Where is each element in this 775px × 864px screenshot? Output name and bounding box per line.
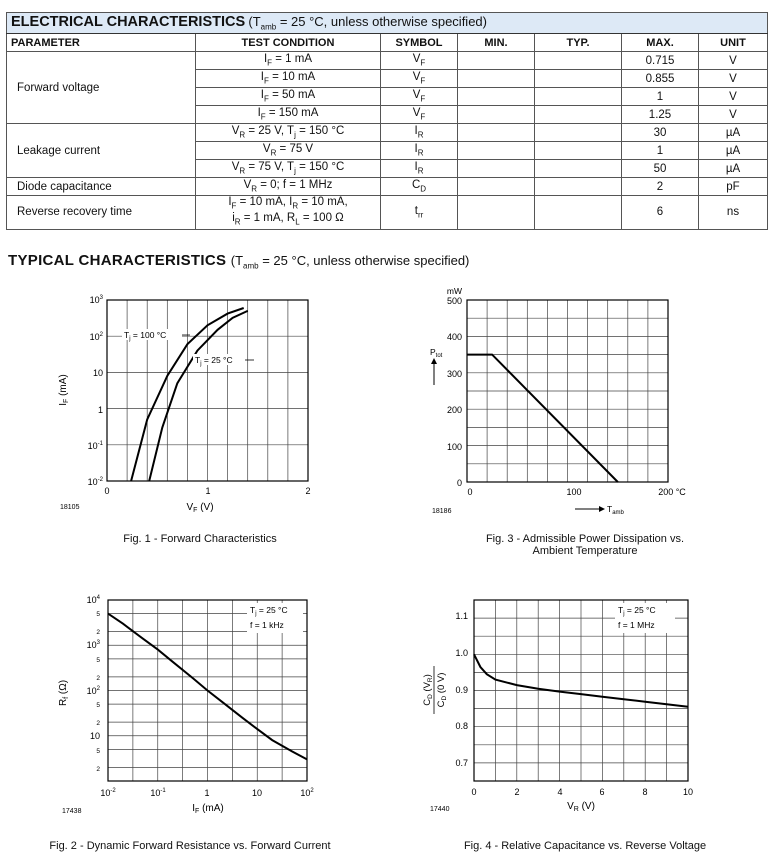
cond-cell: $V_R = 0$; f = 1 MHz [196,178,381,196]
fig2-minor-tick: 2 [96,766,100,773]
fig4-figure-code: 17440 [430,806,450,813]
min-cell [458,88,535,106]
fig4-xticks [471,787,693,797]
max-cell: 0.855 [622,70,699,88]
fig4-ytick: 1.0 [455,648,468,658]
fig2-caption: Fig. 2 - Dynamic Forward Resistance vs. Forward Current [49,840,331,852]
fig1-ytick: $10^3$ [89,295,103,305]
max-cell: 1.25 [622,106,699,124]
unit-cell: µA [699,124,768,142]
fig1-ylabel: $I_F$ (mA) [58,374,70,406]
param-leakage-current: Leakage current [7,124,196,178]
fig2-ylabel: $R_f$ (Ω) [58,679,70,707]
fig4-ytick: 0.9 [455,685,468,695]
fig4-xtick: 8 [642,787,648,797]
unit-cell: V [699,70,768,88]
fig4-ylabel-denominator: $C_D$ (0 V) [436,672,448,708]
param-reverse-recovery-time: Reverse recovery time [7,196,196,230]
unit-cell: V [699,52,768,70]
fig3-ytick: 0 [456,478,462,488]
col-unit: UNIT [699,34,768,52]
table-header-row [7,34,768,52]
min-cell [458,196,535,230]
max-cell: 1 [622,88,699,106]
cond-cell: $V_R = 75$ V, $T_j = 150$ °C [196,160,381,178]
table-row [7,52,768,70]
fig2-ytick: $10^3$ [86,640,100,650]
col-parameter: PARAMETER [7,34,196,52]
col-typ: TYP. [535,34,622,52]
max-cell: 2 [622,178,699,196]
fig1-ytick: $10^{-2}$ [87,477,103,487]
fig3-caption: Fig. 3 - Admissible Power Dissipation vs. Ambient Temperature [485,533,685,557]
fig3-xtick: 100 [566,487,582,497]
symbol-cell: $V_F$ [381,70,458,88]
fig4-xtick: 10 [682,787,694,797]
fig2-figure-code: 17438 [62,808,82,815]
fig3-ytick: 400 [446,332,462,342]
fig4-xtick: 6 [599,787,605,797]
fig4-ytick: 1.1 [455,611,468,621]
fig1-ytick: 1 [97,405,103,415]
fig2-note-tj: $T_j = 25$ °C [250,605,288,617]
typ-cell [535,70,622,88]
fig2-minor-tick: 5 [96,702,100,709]
fig2-xtick: $10^{-1}$ [150,788,166,798]
table-title: ELECTRICAL CHARACTERISTICS ($T_{amb} = 25$ °C, unless otherwise specified) [7,13,768,34]
fig3-ytick: 200 [446,405,462,415]
electrical-characteristics-table [6,12,768,230]
fig2-xticks [100,788,314,798]
typ-cell [535,196,622,230]
typ-cell [535,178,622,196]
fig3-grid [467,300,668,482]
fig4-note-freq: f = 1 MHz [618,620,655,630]
min-cell [458,142,535,160]
symbol-cell: $C_D$ [381,178,458,196]
fig1-xtick: 2 [305,486,311,496]
fig4-xtick: 4 [557,787,563,797]
fig2-ytick: $10^2$ [86,686,100,696]
min-cell [458,106,535,124]
col-symbol: SYMBOL [381,34,458,52]
fig2-minor-tick: 5 [96,657,100,664]
fig2-xtick: 10 [251,788,263,798]
typical-characteristics-title: TYPICAL CHARACTERISTICS ($T_{amb} = 25$ °C, unless otherwise specified) [8,252,470,271]
fig3-ylabel: $P_{tot}$ [430,347,443,359]
table-row [7,196,768,230]
cond-cell: $V_R = 25$ V, $T_j = 150$ °C [196,124,381,142]
fig3-xlabel: $T_{amb}$ [607,504,624,516]
col-test-condition: TEST CONDITION [196,34,381,52]
fig1-forward-characteristics-chart [40,285,360,525]
unit-cell: pF [699,178,768,196]
min-cell [458,124,535,142]
fig4-caption: Fig. 4 - Relative Capacitance vs. Reverse Voltage [463,840,707,852]
fig3-power-dissipation-chart [410,285,710,525]
typ-cell [535,160,622,178]
fig2-minor-ticks [96,611,100,773]
fig3-ytick: 300 [446,369,462,379]
fig3-xticks [467,487,686,497]
fig4-ytick: 0.8 [455,721,468,731]
fig3-x-arrowhead [599,506,605,512]
fig4-xtick: 0 [471,787,477,797]
col-max: MAX. [622,34,699,52]
cond-cell: $I_F = 150$ mA [196,106,381,124]
table-title-main: ELECTRICAL CHARACTERISTICS [11,14,246,31]
fig1-yticks [88,295,104,487]
symbol-cell: $I_R$ [381,142,458,160]
fig2-dynamic-resistance-chart [40,585,360,825]
fig3-xtick: 200 °C [658,487,686,497]
fig4-ylabel [422,666,448,714]
fig3-series-ptot [467,355,618,482]
fig4-ylabel-numerator: $C_D$ $(V_R)$ [422,674,434,706]
cond-cell: $I_F = 10$ mA [196,70,381,88]
unit-cell: µA [699,160,768,178]
fig4-xtick: 2 [514,787,520,797]
fig2-note-freq: f = 1 kHz [250,620,284,630]
symbol-cell: $V_F$ [381,52,458,70]
fig2-ytick: $10^4$ [86,595,100,605]
cond-cell: $V_R = 75$ V [196,142,381,160]
table-row [7,178,768,196]
typ-cell [535,124,622,142]
max-cell: 30 [622,124,699,142]
fig1-figure-code: 18105 [60,504,80,511]
symbol-cell: $V_F$ [381,106,458,124]
unit-cell: V [699,88,768,106]
fig1-ytick: 10 [92,368,103,378]
fig3-ytick: 100 [446,442,462,452]
symbol-cell: $t_{rr}$ [381,196,458,230]
typ-cell [535,88,622,106]
fig3-figure-code: 18186 [432,508,452,515]
fig3-ytick: 500 [446,296,462,306]
fig1-xtick: 1 [205,486,211,496]
fig1-xtick: 0 [104,486,110,496]
fig1-ytick: $10^{-1}$ [87,441,103,451]
max-cell: 50 [622,160,699,178]
fig1-caption: Fig. 1 - Forward Characteristics [123,533,277,545]
fig1-grid [107,300,308,481]
cond-cell: $I_F = 10$ mA, $I_R = 10$ mA, $i_R = 1$ mA, $R_L = 100$ Ω [196,196,381,230]
fig2-xtick: $10^{-2}$ [100,788,116,798]
fig2-minor-tick: 5 [96,748,100,755]
unit-cell: µA [699,142,768,160]
fig4-ytick: 0.7 [455,758,468,768]
symbol-cell: $I_R$ [381,124,458,142]
fig2-xtick: 1 [204,788,210,798]
fig2-minor-tick: 2 [96,629,100,636]
fig4-note-tj: $T_j = 25$ °C [618,605,656,617]
unit-cell: V [699,106,768,124]
symbol-cell: $V_F$ [381,88,458,106]
fig4-xlabel: $V_R$ (V) [567,801,595,813]
cond-cell: $I_F = 1$ mA [196,52,381,70]
typ-cell [535,106,622,124]
fig1-label-tj100: $T_j = 100$ °C [124,330,167,342]
min-cell [458,160,535,178]
fig1-ytick: $10^2$ [89,332,103,342]
max-cell: 6 [622,196,699,230]
min-cell [458,70,535,88]
fig3-yunit: mW [446,286,462,296]
fig2-minor-tick: 2 [96,675,100,682]
fig4-relative-capacitance-chart [410,585,710,825]
fig4-yticks [455,611,468,768]
fig2-xtick: $10^2$ [300,788,314,798]
param-forward-voltage: Forward voltage [7,52,196,124]
min-cell [458,178,535,196]
param-diode-capacitance: Diode capacitance [7,178,196,196]
fig1-xticks [104,486,310,496]
fig3-xtick: 0 [467,487,473,497]
fig2-ytick: 10 [89,731,100,741]
fig2-minor-tick: 2 [96,720,100,727]
min-cell [458,52,535,70]
table-title-sub: (T [248,14,261,30]
typ-cell [535,142,622,160]
fig2-minor-tick: 5 [96,611,100,618]
fig1-label-tj25: $T_j = 25$ °C [195,355,233,367]
cond-cell: $I_F = 50$ mA [196,88,381,106]
max-cell: 1 [622,142,699,160]
fig1-xlabel: $V_F$ (V) [186,502,214,514]
table-row [7,124,768,142]
table-title-row [7,13,768,34]
max-cell: 0.715 [622,52,699,70]
symbol-cell: $I_R$ [381,160,458,178]
unit-cell: ns [699,196,768,230]
col-min: MIN. [458,34,535,52]
fig2-xlabel: $I_F$ (mA) [192,803,224,815]
typ-cell [535,52,622,70]
fig3-yticks [447,296,462,488]
